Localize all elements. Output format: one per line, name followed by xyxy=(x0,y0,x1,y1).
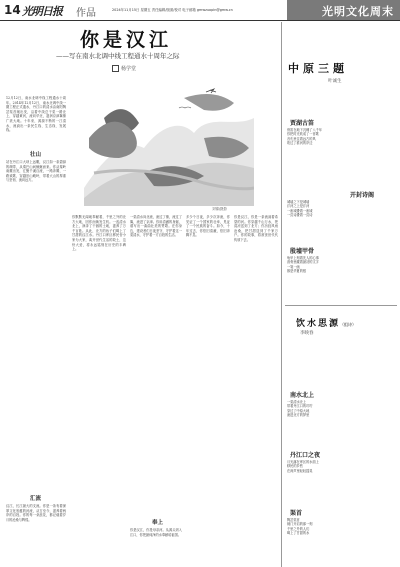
article-column-5 xyxy=(234,215,278,563)
poem-heading-3: 殷墟甲骨 xyxy=(290,248,315,255)
poem-text-1: 骨笛在地下沉睡了八千年 你把时光吹成了一首歌 音孔里住着远古的风 吹过了淮河的岸边 xyxy=(287,128,323,146)
article-paragraph: 多少个日夜，多少次奔流，你见证了一个国家的壮举，见证了一个民族的奋斗。如今，十年过去，你依旧清澈，依旧奔腾不息。 xyxy=(186,215,230,238)
article-column-1c xyxy=(6,504,66,564)
article-paragraph: 你是汉江，你是母亲河。从源头到入江口，你把最纯净的水奉献给祖国。 xyxy=(130,528,182,537)
section-heading-1: 壮山 xyxy=(30,152,42,158)
byline-author: 杨学堂 xyxy=(121,66,137,72)
section-divider xyxy=(285,305,397,306)
masthead-logo: 光明日报 xyxy=(22,5,62,18)
article-column-2 xyxy=(72,215,126,563)
poem-group-title: 饮水思源 xyxy=(296,319,341,329)
section-heading-3: 奉上 xyxy=(152,520,164,526)
article-paragraph: 站在丹江口大坝上远眺，汉江如一条碧绿的绸带，从秦巴山间蜿蜒而来。你从秦岭南麓出发，汇聚千溪百流，一路奔腾，一路欢歌，穿越崇山峻岭，带着大山的厚重与坚韧，流向远方。 xyxy=(6,160,66,183)
landscape-illustration xyxy=(84,78,254,206)
article-column-3b xyxy=(130,528,182,564)
right-column-title: 中原三题 xyxy=(288,62,348,75)
weekly-title: 光明文化周末 xyxy=(322,5,394,18)
article-column-1b xyxy=(6,160,66,490)
poem-text-6: 陶岔渠首 闸门开启的那一刻 千里之外的人们 喝上了甘甜的水 xyxy=(287,518,313,536)
poem-text-2: 城墙之下是城墙 汴河之上是汴河 一座城叠着一座城 一页诗叠着一页诗 xyxy=(287,200,313,218)
right-column-title-2 xyxy=(296,316,356,329)
section-name: 作品 xyxy=(76,8,96,19)
issue-info: 2024年11月15日 星期五 责任编辑/版面/校对 电子邮箱 gmwzuopin@gmw.cn xyxy=(112,8,233,12)
article-column-3 xyxy=(130,215,182,505)
column-divider xyxy=(281,22,282,567)
article-column-1a xyxy=(6,96,66,146)
article-title: 你是汉江 xyxy=(80,29,173,51)
article-paragraph: 汉江，长江最大的支流。你是一条有着深厚文化底蕴的河流，从古至今，滋养着两岸的百姓。你的每一朵浪花，都记载着岁月的沧桑与辉煌。 xyxy=(6,504,66,522)
poem-text-3: 龟甲上刻着先人的心事 兽骨里藏着最初的文字 一笔一画 都是华夏的根 xyxy=(287,256,319,274)
article-paragraph: 你默默无闻地奉献着，千里之外的北方大地，因你而焕发生机。一泓清水北上，润泽了干涸的土地，滋养了万千百姓。从此，北方的孩子们喝上了甘甜的汉江水。丹江口库区移民舍小家为大家，离开世代生活的故土，这份大爱，将永远铭刻在历史的丰碑上。 xyxy=(72,215,126,252)
poem-heading-2: 开封诗阁 xyxy=(350,192,375,199)
article-paragraph: 12月12日，南水北调中线工程通水十周年。2014年12月12日，南水北调中线一期工程正式通水，丹江口的清水由南阳陶岔渠首闸出发，沿着中线总干渠一路北上，穿越黄河，流向华北，滋润京津冀豫广袤大地。十年来，源源不断的一江清水，流淌出一条民生线、生态线、发展线。 xyxy=(6,96,66,133)
article-byline xyxy=(112,65,136,72)
article-paragraph: 你是汉江，你是一条流淌着希望的河。你穿越千山万水，把清凉送到了北方；你历经风雨沧桑，把甘甜送到了千家万户。你的故事，将被世世代代传颂下去。 xyxy=(234,215,278,242)
article-subtitle: ——写在南水北调中线工程通水十周年之际 xyxy=(56,52,180,60)
poem-heading-4: 南水北上 xyxy=(290,392,315,399)
poem-heading-1: 贾湖古笛 xyxy=(290,120,315,127)
right-column-author: 叶诚生 xyxy=(328,79,342,84)
poem-group-tag: （组诗） xyxy=(340,322,357,327)
article-paragraph: 一渠清水向北流，流过了豫，流过了冀，流进了京津。你用清澈的身躯，谱写出一曲曲壮美的赞歌。在你身边，建设者们日夜坚守，守护着这一渠清水，守护着一方百姓的生活。 xyxy=(130,215,182,238)
poem-text-4: 一渠清水北上 带着丹江口的叮咛 穿过了中原大地 流进北方的梦里 xyxy=(287,400,313,418)
poem-text-5: 月光落在库区的水面上 移民的乡愁 在涛声里轻轻摇晃 xyxy=(287,460,319,473)
article-column-4 xyxy=(186,215,230,563)
right-column-author-2: 李映春 xyxy=(300,331,314,336)
illustration-caption: 刘锦/摄影 xyxy=(212,207,228,211)
page-number: 14 xyxy=(4,3,21,17)
poem-heading-5: 丹江口之夜 xyxy=(290,452,321,459)
section-heading-2: 汇流 xyxy=(30,496,42,502)
page-header xyxy=(0,0,400,21)
byline-marker-icon xyxy=(112,65,119,72)
weekly-banner xyxy=(287,0,400,20)
poem-heading-6: 渠首 xyxy=(290,510,303,517)
